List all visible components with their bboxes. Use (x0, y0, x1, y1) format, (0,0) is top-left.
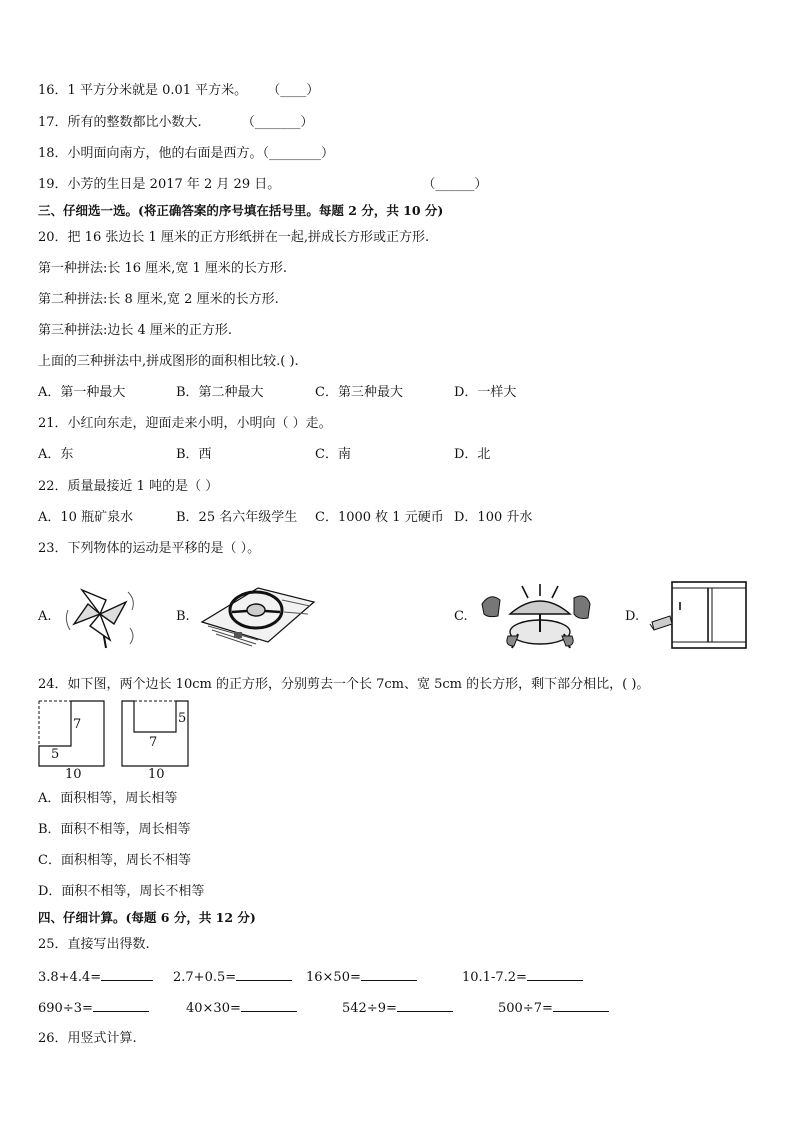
figure-1-shape (39, 701, 104, 766)
calc-expression: 3.8+4.4= (38, 970, 102, 985)
section-3-heading: 三、仔细选一选。(将正确答案的序号填在括号里。每题 2 分，共 10 分) (38, 203, 444, 218)
question-20-option-b[interactable]: B．第二种最大 (176, 385, 264, 400)
calc-expression: 40×30= (186, 1001, 241, 1016)
calc-expression: 2.7+0.5= (173, 970, 237, 985)
question-20-option-c[interactable]: C．第三种最大 (315, 385, 403, 400)
figure-1-side-label: 7 (73, 717, 82, 732)
figure-1-base-label: 10 (65, 767, 82, 782)
calc-expression: 690÷3= (38, 1001, 93, 1016)
question-16 (38, 82, 319, 100)
question-26-stem: 26．用竖式计算. (38, 1031, 137, 1046)
question-24-option-d[interactable]: D．面积不相等，周长不相等 (38, 884, 205, 899)
calc-item (498, 999, 609, 1018)
question-24-option-b[interactable]: B．面积不相等，周长相等 (38, 822, 191, 837)
question-21-option-c[interactable]: C．南 (315, 447, 351, 462)
question-20-line-1: 第一种拼法:长 16 厘米,宽 1 厘米的长方形. (38, 261, 287, 276)
calc-answer-blank[interactable] (553, 999, 609, 1012)
question-20-option-d[interactable]: D．一样大 (454, 385, 517, 400)
question-18-text: 18．小明面向南方，他的右面是西方。（________） (38, 146, 335, 161)
carousel-icon (478, 584, 600, 650)
question-24-option-c[interactable]: C．面积相等，周长不相等 (38, 853, 191, 868)
question-23-option-b[interactable]: B. (176, 609, 190, 624)
calc-item (38, 999, 149, 1018)
question-21-option-d[interactable]: D．北 (454, 447, 491, 462)
question-20-stem: 20．把 16 张边长 1 厘米的正方形纸拼在一起,拼成长方形或正方形. (38, 230, 430, 245)
question-17-text: 17．所有的整数都比小数大. (38, 115, 202, 130)
figure-2-cut-label: 7 (149, 735, 158, 750)
question-21-option-b[interactable]: B．西 (176, 447, 212, 462)
question-23-option-d[interactable]: D. (625, 609, 640, 624)
calc-item (186, 999, 297, 1018)
calc-answer-blank[interactable] (361, 968, 417, 981)
calc-expression: 542÷9= (342, 1001, 397, 1016)
question-16-answer-blank[interactable]: （____） (267, 83, 320, 98)
calc-answer-blank[interactable] (236, 968, 292, 981)
question-20-ask: 上面的三种拼法中,拼成图形的面积相比较.( ). (38, 354, 299, 369)
question-22-option-d[interactable]: D．100 升水 (454, 510, 533, 525)
question-23-option-c[interactable]: C. (454, 609, 468, 624)
question-20-line-2: 第二种拼法:长 8 厘米,宽 2 厘米的长方形. (38, 292, 279, 307)
steering-wheel-icon (198, 582, 318, 650)
question-22-stem: 22．质量最接近 1 吨的是（ ） (38, 479, 219, 494)
calc-expression: 16×50= (306, 970, 361, 985)
calc-expression: 500÷7= (498, 1001, 553, 1016)
question-16-text: 16．1 平方分米就是 0.01 平方米。 (38, 83, 248, 98)
question-20-option-a[interactable]: A．第一种最大 (38, 385, 126, 400)
question-19-answer-blank[interactable]: （______） (422, 177, 488, 192)
calc-answer-blank[interactable] (93, 999, 149, 1012)
question-19-text: 19．小芳的生日是 2017 年 2 月 29 日。 (38, 177, 281, 192)
question-24-stem: 24．如下图，两个边长 10cm 的正方形，分别剪去一个长 7cm、宽 5cm 的长方形，剩下部分相比，( )。 (38, 677, 650, 692)
calc-item (342, 999, 453, 1018)
question-17-answer-blank[interactable]: （_______） (241, 115, 314, 130)
figure-2-side-label: 5 (178, 711, 187, 726)
calc-answer-blank[interactable] (241, 999, 297, 1012)
calc-answer-blank[interactable] (101, 968, 153, 981)
calc-expression: 10.1-7.2= (462, 970, 527, 985)
calc-answer-blank[interactable] (527, 968, 583, 981)
calc-item (173, 968, 292, 987)
question-25-stem: 25．直接写出得数. (38, 937, 150, 952)
question-22-option-b[interactable]: B．25 名六年级学生 (176, 510, 298, 525)
sliding-window-icon (648, 578, 750, 652)
question-22-option-a[interactable]: A．10 瓶矿泉水 (38, 510, 134, 525)
pinwheel-icon (60, 580, 140, 650)
calc-item (462, 968, 583, 987)
figure-1-cut-label: 5 (51, 747, 60, 762)
question-20-line-3: 第三种拼法:边长 4 厘米的正方形. (38, 323, 233, 338)
question-22-option-c[interactable]: C．1000 枚 1 元硬币 (315, 510, 444, 525)
question-19 (38, 176, 487, 194)
question-17 (38, 114, 313, 132)
figure-2-base-label: 10 (148, 767, 165, 782)
calc-answer-blank[interactable] (397, 999, 453, 1012)
question-18 (38, 145, 334, 163)
calc-item (38, 968, 153, 987)
question-23-stem: 23．下列物体的运动是平移的是（ ）。 (38, 541, 261, 556)
question-21-option-a[interactable]: A．东 (38, 447, 74, 462)
question-23-option-a[interactable]: A. (38, 609, 52, 624)
question-21-stem: 21．小红向东走，迎面走来小明，小明向（ ）走。 (38, 416, 332, 431)
section-4-heading: 四、仔细计算。(每题 6 分，共 12 分) (38, 910, 256, 925)
calc-item (306, 968, 417, 987)
question-24-option-a[interactable]: A．面积相等，周长相等 (38, 791, 178, 806)
